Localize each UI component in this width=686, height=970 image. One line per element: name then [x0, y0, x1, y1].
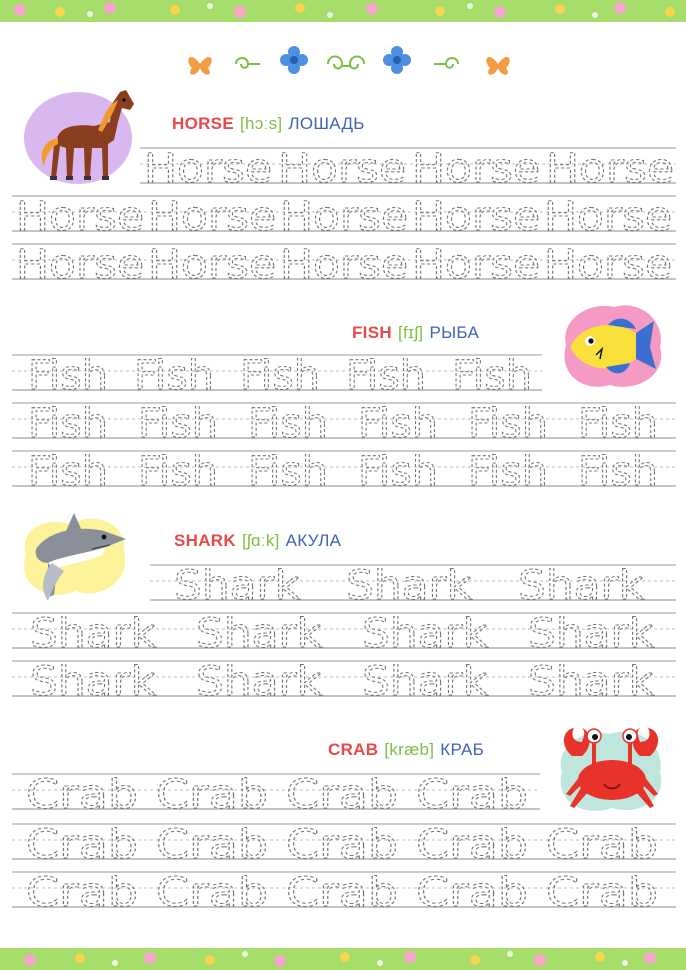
tracing-word: Crab: [26, 822, 138, 868]
tracing-word: Fish: [358, 449, 438, 495]
tracing-word: Horse: [278, 146, 406, 192]
tracing-word: Crab: [26, 772, 138, 818]
tracing-word: Horse: [546, 146, 674, 192]
russian-word: ЛОШАДЬ: [288, 114, 365, 133]
tracing-word: Fish: [468, 449, 548, 495]
tracing-word: Fish: [240, 353, 320, 399]
tracing-word: Fish: [28, 401, 108, 447]
tracing-word: Shark: [518, 563, 645, 609]
tracing-word: Crab: [156, 772, 268, 818]
tracing-word: Shark: [196, 659, 323, 705]
tracing-word: Crab: [416, 870, 528, 916]
tracing-word: Fish: [346, 353, 426, 399]
butterfly-icon: [188, 57, 211, 75]
tracing-row: [150, 563, 676, 609]
crab-section: [0, 714, 686, 924]
russian-word: АКУЛА: [285, 531, 342, 550]
tracing-word: Crab: [26, 870, 138, 916]
tracing-word: Fish: [248, 401, 328, 447]
tracing-word: Horse: [412, 242, 540, 288]
russian-word: КРАБ: [440, 740, 485, 759]
tracing-word: Crab: [156, 822, 268, 868]
tracing-word: Shark: [196, 611, 323, 657]
tracing-row: [12, 772, 540, 818]
horse-section: [0, 80, 686, 290]
tracing-word: Horse: [544, 194, 672, 240]
swirl-icon: [434, 58, 458, 68]
tracing-word: Crab: [286, 822, 398, 868]
tracing-word: Crab: [156, 870, 268, 916]
shark-icon: [18, 505, 134, 609]
tracing-word: Crab: [416, 822, 528, 868]
tracing-word: Horse: [144, 146, 272, 192]
tracing-word: Fish: [358, 401, 438, 447]
tracing-word: Horse: [412, 146, 540, 192]
transcription: [hɔːs]: [239, 114, 283, 133]
tracing-word: Horse: [16, 242, 144, 288]
tracing-row: [12, 194, 676, 240]
tracing-row: [12, 401, 676, 447]
shark-section: [0, 505, 686, 710]
english-word: HORSE: [172, 114, 234, 133]
tracing-row: [12, 242, 676, 288]
fish-heading: [352, 323, 479, 343]
transcription: [fɪʃ]: [397, 323, 424, 342]
tracing-word: Horse: [544, 242, 672, 288]
tracing-word: Fish: [28, 449, 108, 495]
tracing-word: Shark: [30, 659, 157, 705]
transcription: [ʃɑːk]: [241, 531, 280, 550]
tracing-word: Shark: [528, 611, 655, 657]
tracing-word: Shark: [362, 611, 489, 657]
english-word: FISH: [352, 323, 392, 342]
tracing-word: Shark: [362, 659, 489, 705]
tracing-word: Crab: [286, 772, 398, 818]
tracing-word: Crab: [286, 870, 398, 916]
horse-icon: [18, 82, 138, 192]
tracing-word: Horse: [280, 194, 408, 240]
fish-icon: [556, 297, 668, 393]
swirl-icon: [236, 58, 260, 68]
tracing-word: Horse: [16, 194, 144, 240]
tracing-word: Fish: [134, 353, 214, 399]
russian-word: РЫБА: [429, 323, 480, 342]
bottom-decorative-border: [0, 948, 686, 970]
tracing-word: Fish: [138, 449, 218, 495]
transcription: [kræb]: [384, 740, 435, 759]
tracing-word: Fish: [248, 449, 328, 495]
tracing-word: Fish: [578, 449, 658, 495]
tracing-word: Shark: [528, 659, 655, 705]
tracing-word: Shark: [174, 563, 301, 609]
tracing-row: [12, 353, 542, 399]
tracing-row: [12, 822, 676, 868]
tracing-word: Fish: [28, 353, 108, 399]
english-word: CRAB: [328, 740, 379, 759]
tracing-word: Crab: [546, 822, 658, 868]
tracing-row: [12, 659, 676, 705]
tracing-row: [12, 611, 676, 657]
shark-heading: [174, 531, 341, 551]
tracing-word: Crab: [416, 772, 528, 818]
tracing-word: Crab: [546, 870, 658, 916]
tracing-word: Fish: [138, 401, 218, 447]
butterfly-icon: [486, 57, 509, 75]
flower-icon: [280, 46, 308, 74]
tracing-word: Fish: [468, 401, 548, 447]
horse-heading: [172, 114, 365, 134]
tracing-word: Fish: [452, 353, 532, 399]
fish-section: [0, 295, 686, 500]
english-word: SHARK: [174, 531, 236, 550]
tracing-word: Horse: [148, 194, 276, 240]
tracing-word: Shark: [30, 611, 157, 657]
tracing-row: [12, 449, 676, 495]
crab-icon: [552, 716, 670, 820]
tracing-word: Horse: [280, 242, 408, 288]
tracing-row: [140, 146, 676, 192]
tracing-row: [12, 870, 676, 916]
tracing-word: Horse: [148, 242, 276, 288]
tracing-word: Horse: [412, 194, 540, 240]
flower-icon: [383, 46, 411, 74]
top-decorative-border: [0, 0, 686, 22]
crab-heading: [328, 740, 484, 760]
tracing-word: Fish: [578, 401, 658, 447]
swirl-icon: [328, 57, 364, 69]
tracing-word: Shark: [346, 563, 473, 609]
